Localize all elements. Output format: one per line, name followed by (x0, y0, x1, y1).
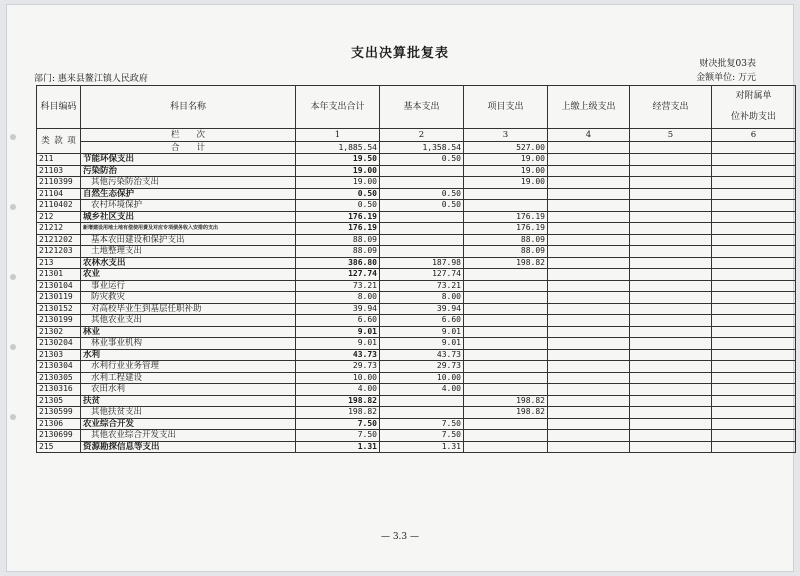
row-total: 7.50 (296, 430, 380, 442)
row-upper (548, 372, 630, 384)
row-code: 2130104 (37, 280, 81, 292)
table-row (37, 338, 796, 350)
row-total: 9.01 (296, 326, 380, 338)
row-code: 2110399 (37, 177, 81, 189)
row-total: 198.82 (296, 395, 380, 407)
row-basic (380, 407, 464, 419)
row-project: 198.82 (464, 257, 548, 269)
col-num-6: 6 (712, 129, 796, 142)
total-upper (548, 142, 630, 154)
table-row (37, 177, 796, 189)
row-subsidy (712, 165, 796, 177)
row-total: 6.60 (296, 315, 380, 327)
row-total: 176.19 (296, 223, 380, 235)
row-subsidy (712, 349, 796, 361)
row-subsidy (712, 315, 796, 327)
header-code: 科目编码 (37, 86, 81, 129)
header-subsidy-line1: 对附属单 (735, 91, 772, 101)
row-code: 215 (37, 441, 81, 453)
table-row (37, 349, 796, 361)
row-code: 21302 (37, 326, 81, 338)
row-name: 其他农业支出 (81, 315, 296, 327)
table-row (37, 326, 796, 338)
level-labels (37, 129, 81, 154)
row-total: 0.50 (296, 188, 380, 200)
row-project: 19.00 (464, 165, 548, 177)
table-row (37, 361, 796, 373)
department-label: 部门: 惠来县鳌江镇人民政府 (34, 74, 148, 84)
table-row (37, 303, 796, 315)
row-code: 21305 (37, 395, 81, 407)
row-project (464, 384, 548, 396)
row-code: 21301 (37, 269, 81, 281)
label-kuan: 款 (54, 136, 63, 146)
row-total: 176.19 (296, 211, 380, 223)
col-num-5: 5 (630, 129, 712, 142)
table-row (37, 441, 796, 453)
row-business (630, 349, 712, 361)
row-basic: 8.00 (380, 292, 464, 304)
row-upper (548, 430, 630, 442)
row-total: 0.50 (296, 200, 380, 212)
row-project (464, 361, 548, 373)
row-business (630, 326, 712, 338)
row-upper (548, 303, 630, 315)
page-title: 支出决算批复表 (350, 46, 449, 61)
row-business (630, 234, 712, 246)
row-upper (548, 315, 630, 327)
table-row (37, 418, 796, 430)
row-basic: 0.50 (380, 188, 464, 200)
row-basic: 39.94 (380, 303, 464, 315)
row-upper (548, 188, 630, 200)
row-name: 其他污染防治支出 (81, 177, 296, 189)
punch-hole (10, 134, 16, 140)
row-total: 19.50 (296, 154, 380, 166)
table-row (37, 165, 796, 177)
row-basic: 187.98 (380, 257, 464, 269)
row-business (630, 188, 712, 200)
row-subsidy (712, 154, 796, 166)
row-name: 对高校毕业生到基层任职补助 (81, 303, 296, 315)
row-project: 198.82 (464, 407, 548, 419)
row-business (630, 211, 712, 223)
table-row (37, 407, 796, 419)
lanci-label: 栏 次 (81, 129, 296, 142)
row-business (630, 430, 712, 442)
row-total: 8.00 (296, 292, 380, 304)
row-project (464, 292, 548, 304)
row-basic: 9.01 (380, 338, 464, 350)
row-subsidy (712, 280, 796, 292)
row-name: 自然生态保护 (81, 188, 296, 200)
row-code: 2121203 (37, 246, 81, 258)
row-name: 新增建设用地土地有偿使用费及对应专项债务收入安排的支出 (81, 223, 296, 235)
row-subsidy (712, 188, 796, 200)
row-name: 水利 (81, 349, 296, 361)
row-subsidy (712, 303, 796, 315)
row-business (630, 372, 712, 384)
row-name: 农林水支出 (81, 257, 296, 269)
row-name: 林业事业机构 (81, 338, 296, 350)
row-name: 水利工程建设 (81, 372, 296, 384)
row-project: 19.00 (464, 177, 548, 189)
row-project (464, 303, 548, 315)
row-upper (548, 441, 630, 453)
expenditure-table (36, 85, 796, 453)
table-row (37, 200, 796, 212)
punch-hole (10, 204, 16, 210)
row-business (630, 441, 712, 453)
row-name: 水利行业业务管理 (81, 361, 296, 373)
row-code: 21212 (37, 223, 81, 235)
row-project (464, 315, 548, 327)
total-business (630, 142, 712, 154)
row-name: 污染防治 (81, 165, 296, 177)
row-basic: 29.73 (380, 361, 464, 373)
header-subsidy (712, 86, 796, 129)
table-row (37, 395, 796, 407)
col-num-3: 3 (464, 129, 548, 142)
header-name: 科目名称 (81, 86, 296, 129)
row-total: 7.50 (296, 418, 380, 430)
row-business (630, 165, 712, 177)
row-subsidy (712, 177, 796, 189)
row-project: 198.82 (464, 395, 548, 407)
row-upper (548, 407, 630, 419)
row-project (464, 430, 548, 442)
row-basic (380, 246, 464, 258)
row-subsidy (712, 407, 796, 419)
row-project (464, 338, 548, 350)
row-code: 213 (37, 257, 81, 269)
row-code: 2130599 (37, 407, 81, 419)
header-project: 项目支出 (464, 86, 548, 129)
col-num-4: 4 (548, 129, 630, 142)
row-subsidy (712, 257, 796, 269)
row-name: 扶贫 (81, 395, 296, 407)
row-upper (548, 234, 630, 246)
row-name: 资源勘探信息等支出 (81, 441, 296, 453)
row-subsidy (712, 395, 796, 407)
header-upper: 上缴上级支出 (548, 86, 630, 129)
row-subsidy (712, 223, 796, 235)
row-total: 19.00 (296, 177, 380, 189)
page-number: — 3.3 — (380, 532, 420, 542)
row-business (630, 418, 712, 430)
row-subsidy (712, 211, 796, 223)
row-total: 43.73 (296, 349, 380, 361)
punch-hole (10, 414, 16, 420)
row-business (630, 154, 712, 166)
row-total: 9.01 (296, 338, 380, 350)
row-upper (548, 246, 630, 258)
row-business (630, 384, 712, 396)
row-upper (548, 200, 630, 212)
row-name: 农业综合开发 (81, 418, 296, 430)
row-name: 农村环境保护 (81, 200, 296, 212)
row-business (630, 280, 712, 292)
row-name: 城乡社区支出 (81, 211, 296, 223)
row-business (630, 177, 712, 189)
row-total: 127.74 (296, 269, 380, 281)
row-subsidy (712, 338, 796, 350)
row-total: 88.09 (296, 234, 380, 246)
row-basic (380, 211, 464, 223)
total-project: 527.00 (464, 142, 548, 154)
row-name: 节能环保支出 (81, 154, 296, 166)
row-basic: 6.60 (380, 315, 464, 327)
punch-hole (10, 274, 16, 280)
table-row (37, 430, 796, 442)
total-subsidy (712, 142, 796, 154)
row-subsidy (712, 200, 796, 212)
table-row (37, 280, 796, 292)
row-basic (380, 234, 464, 246)
row-upper (548, 338, 630, 350)
row-project: 88.09 (464, 234, 548, 246)
row-subsidy (712, 292, 796, 304)
row-name: 事业运行 (81, 280, 296, 292)
row-project: 176.19 (464, 223, 548, 235)
table-row (37, 315, 796, 327)
row-business (630, 315, 712, 327)
row-basic: 7.50 (380, 418, 464, 430)
row-business (630, 269, 712, 281)
unit-label: 金额单位: 万元 (696, 73, 756, 83)
row-business (630, 292, 712, 304)
table-row (37, 384, 796, 396)
row-code: 2130699 (37, 430, 81, 442)
row-total: 88.09 (296, 246, 380, 258)
row-name: 农田水利 (81, 384, 296, 396)
row-code: 21103 (37, 165, 81, 177)
row-subsidy (712, 441, 796, 453)
row-name: 防灾救灾 (81, 292, 296, 304)
row-total: 1.31 (296, 441, 380, 453)
row-upper (548, 165, 630, 177)
row-code: 2130316 (37, 384, 81, 396)
header-basic: 基本支出 (380, 86, 464, 129)
row-upper (548, 269, 630, 281)
row-code: 2130152 (37, 303, 81, 315)
row-upper (548, 361, 630, 373)
table-row (37, 154, 796, 166)
row-upper (548, 395, 630, 407)
row-project (464, 372, 548, 384)
row-total: 4.00 (296, 384, 380, 396)
row-subsidy (712, 234, 796, 246)
row-subsidy (712, 430, 796, 442)
row-basic: 0.50 (380, 200, 464, 212)
row-basic (380, 395, 464, 407)
row-name: 其他扶贫支出 (81, 407, 296, 419)
row-basic: 7.50 (380, 430, 464, 442)
header-row (37, 86, 796, 129)
col-num-1: 1 (296, 129, 380, 142)
row-business (630, 338, 712, 350)
row-business (630, 200, 712, 212)
row-basic: 10.00 (380, 372, 464, 384)
row-code: 2130119 (37, 292, 81, 304)
row-subsidy (712, 326, 796, 338)
col-num-2: 2 (380, 129, 464, 142)
form-code: 财决批复03表 (699, 59, 756, 69)
table-row (37, 269, 796, 281)
row-project (464, 280, 548, 292)
row-business (630, 246, 712, 258)
row-name: 其他农业综合开发支出 (81, 430, 296, 442)
row-name: 基本农田建设和保护支出 (81, 234, 296, 246)
table-row (37, 246, 796, 258)
row-subsidy (712, 372, 796, 384)
row-project (464, 418, 548, 430)
row-subsidy (712, 246, 796, 258)
row-code: 21104 (37, 188, 81, 200)
row-upper (548, 292, 630, 304)
row-code: 2130304 (37, 361, 81, 373)
row-project (464, 326, 548, 338)
heji-label: 合 计 (81, 142, 296, 154)
row-total: 29.73 (296, 361, 380, 373)
row-upper (548, 211, 630, 223)
table-row (37, 188, 796, 200)
row-code: 211 (37, 154, 81, 166)
row-project (464, 200, 548, 212)
row-business (630, 257, 712, 269)
row-total: 19.00 (296, 165, 380, 177)
row-subsidy (712, 361, 796, 373)
row-name: 土地整理支出 (81, 246, 296, 258)
row-project (464, 349, 548, 361)
row-upper (548, 384, 630, 396)
row-total: 10.00 (296, 372, 380, 384)
row-project: 19.00 (464, 154, 548, 166)
table-row (37, 372, 796, 384)
total-sum: 1,885.54 (296, 142, 380, 154)
row-total: 198.82 (296, 407, 380, 419)
row-upper (548, 154, 630, 166)
row-upper (548, 223, 630, 235)
row-basic: 73.21 (380, 280, 464, 292)
row-business (630, 303, 712, 315)
column-number-row (37, 129, 796, 142)
total-row (37, 142, 796, 154)
table-row (37, 223, 796, 235)
row-upper (548, 257, 630, 269)
label-lei: 类 (41, 136, 50, 146)
row-upper (548, 349, 630, 361)
row-subsidy (712, 269, 796, 281)
punch-hole (10, 344, 16, 350)
row-basic (380, 165, 464, 177)
row-upper (548, 326, 630, 338)
row-code: 2130305 (37, 372, 81, 384)
row-basic: 1.31 (380, 441, 464, 453)
row-upper (548, 418, 630, 430)
label-xiang: 项 (67, 136, 76, 146)
table-row (37, 257, 796, 269)
row-project: 88.09 (464, 246, 548, 258)
row-subsidy (712, 418, 796, 430)
row-name: 林业 (81, 326, 296, 338)
row-upper (548, 177, 630, 189)
row-subsidy (712, 384, 796, 396)
row-total: 386.80 (296, 257, 380, 269)
row-basic: 4.00 (380, 384, 464, 396)
row-code: 212 (37, 211, 81, 223)
row-total: 39.94 (296, 303, 380, 315)
row-business (630, 395, 712, 407)
row-business (630, 407, 712, 419)
row-code: 2121202 (37, 234, 81, 246)
table-row (37, 292, 796, 304)
row-upper (548, 280, 630, 292)
row-project: 176.19 (464, 211, 548, 223)
table-row (37, 211, 796, 223)
row-code: 2130199 (37, 315, 81, 327)
row-name: 农业 (81, 269, 296, 281)
row-basic: 127.74 (380, 269, 464, 281)
row-basic (380, 177, 464, 189)
header-total: 本年支出合计 (296, 86, 380, 129)
row-code: 21303 (37, 349, 81, 361)
row-basic: 0.50 (380, 154, 464, 166)
table-row (37, 234, 796, 246)
header-subsidy-line2: 位补助支出 (730, 112, 776, 122)
row-total: 73.21 (296, 280, 380, 292)
row-project (464, 441, 548, 453)
row-basic: 9.01 (380, 326, 464, 338)
total-basic: 1,358.54 (380, 142, 464, 154)
header-business: 经营支出 (630, 86, 712, 129)
row-code: 2110402 (37, 200, 81, 212)
row-basic (380, 223, 464, 235)
row-project (464, 188, 548, 200)
row-basic: 43.73 (380, 349, 464, 361)
row-project (464, 269, 548, 281)
row-business (630, 361, 712, 373)
row-code: 2130204 (37, 338, 81, 350)
row-business (630, 223, 712, 235)
row-code: 21306 (37, 418, 81, 430)
